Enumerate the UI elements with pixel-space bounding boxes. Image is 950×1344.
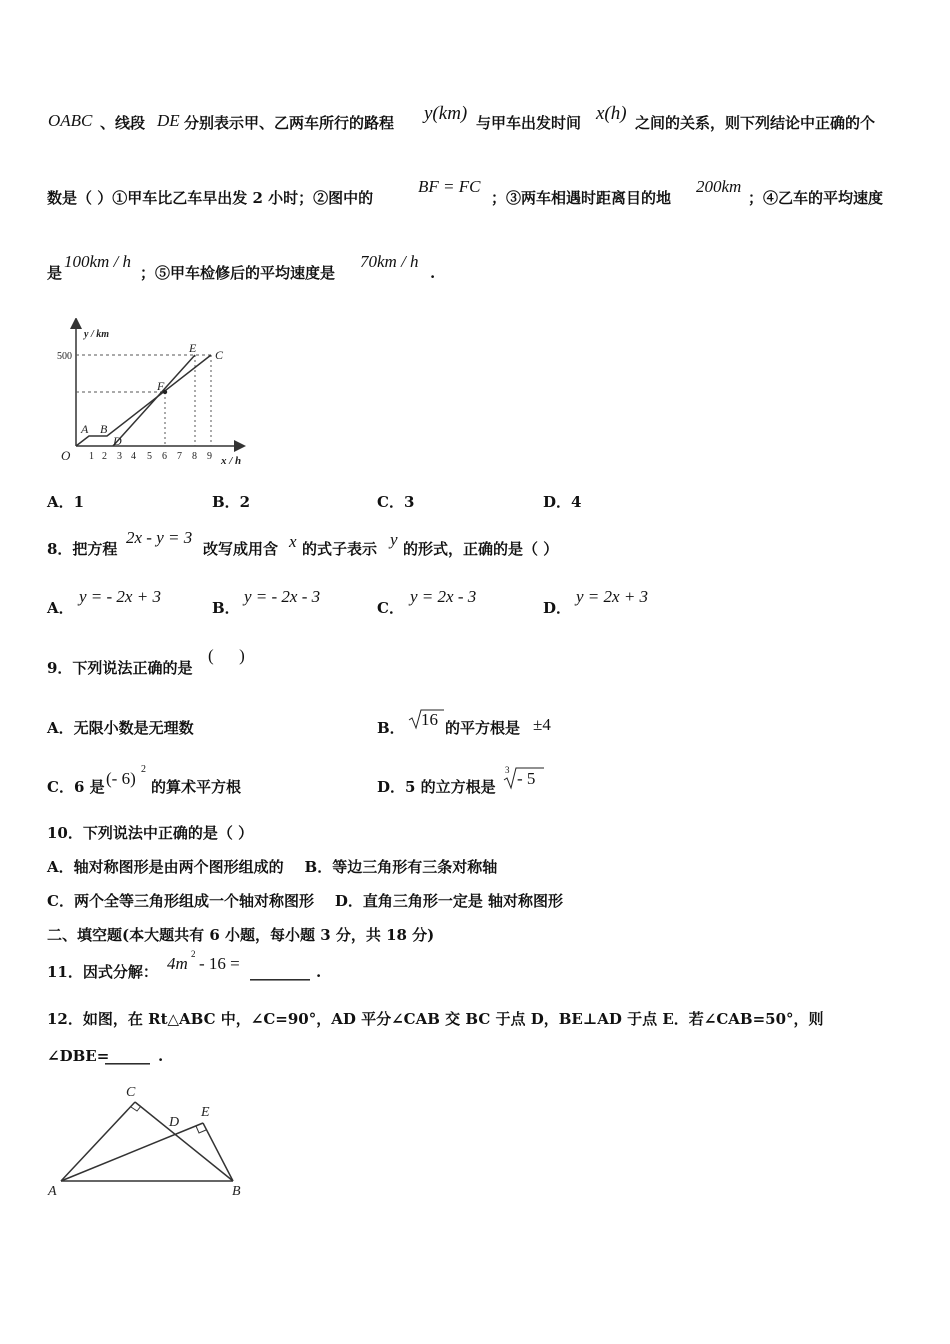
point-e-label: E bbox=[189, 341, 197, 355]
right-angle-c bbox=[131, 1106, 141, 1111]
q7-option-a[interactable]: A．1 bbox=[47, 493, 85, 511]
math-oabc: OABC bbox=[48, 111, 93, 130]
q12-text: 12．如图，在 Rt△ABC 中，∠C=90°，AD 平分∠CAB 交 BC 于点 D，BE⊥AD 于点 E．若∠CAB=50°，则 bbox=[47, 1010, 824, 1028]
x-tick-6: 6 bbox=[162, 451, 167, 462]
q7-text: . bbox=[430, 264, 436, 282]
point-e-label: E bbox=[201, 1105, 210, 1120]
line-de bbox=[113, 355, 195, 446]
q12-end: . bbox=[158, 1047, 164, 1065]
q7-text: 数是（ ）①甲车比乙车早出发 2 小时；②图中的 bbox=[47, 189, 374, 207]
x-tick-3: 3 bbox=[117, 451, 122, 462]
q9-option-d-radicand: - 5 bbox=[517, 769, 536, 788]
q8-option-a[interactable]: y = - 2x + 3 bbox=[79, 587, 161, 606]
q8-option-c[interactable]: y = 2x - 3 bbox=[410, 587, 477, 606]
math-200km: 200km bbox=[696, 177, 742, 196]
q7-text: 是 bbox=[47, 264, 63, 282]
point-b-label: B bbox=[232, 1184, 241, 1199]
x-tick-5: 5 bbox=[147, 451, 152, 462]
line-oabc bbox=[76, 355, 211, 446]
point-a-label: A bbox=[81, 422, 89, 436]
q7-text: 分别表示甲、乙两车所行的路程 bbox=[184, 114, 395, 132]
x-tick-1: 1 bbox=[89, 451, 94, 462]
q7-text: ；③两车相遇时距离目的地 bbox=[491, 189, 672, 207]
x-tick-4: 4 bbox=[131, 451, 136, 462]
q9-option-b-value: ±4 bbox=[533, 715, 551, 734]
q9-option-b-text: 的平方根是 bbox=[445, 719, 521, 737]
q9-text: 9．下列说法正确的是 bbox=[47, 659, 193, 677]
point-d-label: D bbox=[113, 434, 122, 448]
q12-text-2: ∠DBE= bbox=[47, 1047, 110, 1065]
x-tick-7: 7 bbox=[177, 451, 182, 462]
point-d-label: D bbox=[169, 1115, 180, 1130]
answer-paren: ( ) bbox=[208, 646, 245, 665]
x-tick-2: 2 bbox=[102, 451, 107, 462]
segment-ac bbox=[61, 1102, 135, 1181]
q9-option-b-label[interactable]: B． bbox=[377, 719, 405, 737]
q11-math: 4m bbox=[167, 954, 188, 973]
q7-text: 之间的关系，则下列结论中正确的个 bbox=[635, 114, 876, 132]
q8-option-b[interactable]: y = - 2x - 3 bbox=[244, 587, 321, 606]
q8-text: 改写成用含 bbox=[203, 540, 279, 558]
q9-option-c-text: 的算术平方根 bbox=[151, 778, 242, 796]
q7-option-c[interactable]: C．3 bbox=[377, 493, 415, 511]
section-title: 二、填空题(本大题共有 6 小题，每小题 3 分，共 18 分) bbox=[47, 926, 435, 944]
point-c-label: C bbox=[126, 1085, 136, 1100]
q11-math-rest: - 16 = bbox=[199, 954, 240, 973]
math-y-km: y(km) bbox=[424, 103, 468, 124]
q11-text: 11．因式分解： bbox=[47, 963, 158, 981]
q7-option-b[interactable]: B．2 bbox=[212, 493, 251, 511]
triangle-figure bbox=[45, 1080, 255, 1200]
point-b-label: B bbox=[100, 422, 108, 436]
q10-text: 10．下列说法中正确的是（ ） bbox=[47, 824, 254, 842]
origin-label: O bbox=[61, 448, 71, 463]
q8-option-d[interactable]: y = 2x + 3 bbox=[576, 587, 649, 606]
x-tick-9: 9 bbox=[207, 451, 212, 462]
q7-text: ；⑤甲车检修后的平均速度是 bbox=[140, 264, 336, 282]
q11-math-exponent: 2 bbox=[191, 949, 196, 959]
math-100kmh: 100km / h bbox=[64, 252, 132, 271]
q8-option-c-label[interactable]: C． bbox=[377, 599, 404, 617]
y-axis-label: y / km bbox=[84, 329, 109, 340]
q11-blank[interactable]: ________ bbox=[250, 963, 310, 981]
segment-cb bbox=[135, 1102, 233, 1181]
q9-option-d-index: 3 bbox=[505, 765, 510, 775]
math-x: x bbox=[289, 532, 297, 551]
q7-text: 、线段 bbox=[100, 114, 146, 132]
q9-option-c-exponent: 2 bbox=[141, 764, 146, 775]
q8-text: 的式子表示 bbox=[302, 540, 378, 558]
x-axis-label: x / h bbox=[221, 455, 242, 467]
segment-ae bbox=[61, 1123, 203, 1181]
q7-text: 与甲车出发时间 bbox=[476, 114, 582, 132]
q10-options-cd[interactable]: C．两个全等三角形组成一个轴对称图形 D．直角三角形一定是 轴对称图形 bbox=[47, 892, 564, 910]
x-tick-8: 8 bbox=[192, 451, 197, 462]
q8-text: 的形式，正确的是（ ） bbox=[403, 540, 559, 558]
y-tick-500: 500 bbox=[57, 351, 72, 362]
point-c-label: C bbox=[215, 348, 224, 362]
point-f-label: F bbox=[157, 379, 165, 393]
q9-option-d[interactable]: D．5 的立方根是 bbox=[377, 778, 496, 796]
math-equation: 2x - y = 3 bbox=[126, 528, 193, 547]
math-70kmh: 70km / h bbox=[360, 252, 419, 271]
q7-option-d[interactable]: D．4 bbox=[543, 493, 582, 511]
point-a-label: A bbox=[48, 1184, 57, 1199]
q10-options-ab[interactable]: A．轴对称图形是由两个图形组成的 B．等边三角形有三条对称轴 bbox=[47, 858, 498, 876]
math-de: DE bbox=[157, 111, 180, 130]
q9-option-c-math: (- 6) bbox=[106, 769, 136, 788]
q11-end: . bbox=[316, 963, 322, 981]
q12-blank[interactable]: ______ bbox=[105, 1047, 150, 1065]
q9-option-a[interactable]: A．无限小数是无理数 bbox=[47, 719, 194, 737]
math-y: y bbox=[390, 530, 398, 549]
q8-text: 8．把方程 bbox=[47, 540, 118, 558]
distance-time-graph bbox=[55, 318, 275, 468]
q9-option-b-radicand: 16 bbox=[421, 710, 438, 729]
q8-option-d-label[interactable]: D． bbox=[543, 599, 572, 617]
q8-option-b-label[interactable]: B． bbox=[212, 599, 240, 617]
q8-option-a-label[interactable]: A． bbox=[47, 599, 74, 617]
segment-eb bbox=[203, 1123, 233, 1181]
q9-option-c[interactable]: C．6 是 bbox=[47, 778, 105, 796]
q7-text: ；④乙车的平均速度 bbox=[748, 189, 884, 207]
math-bf-fc: BF = FC bbox=[418, 177, 481, 196]
math-x-h: x(h) bbox=[596, 103, 627, 124]
